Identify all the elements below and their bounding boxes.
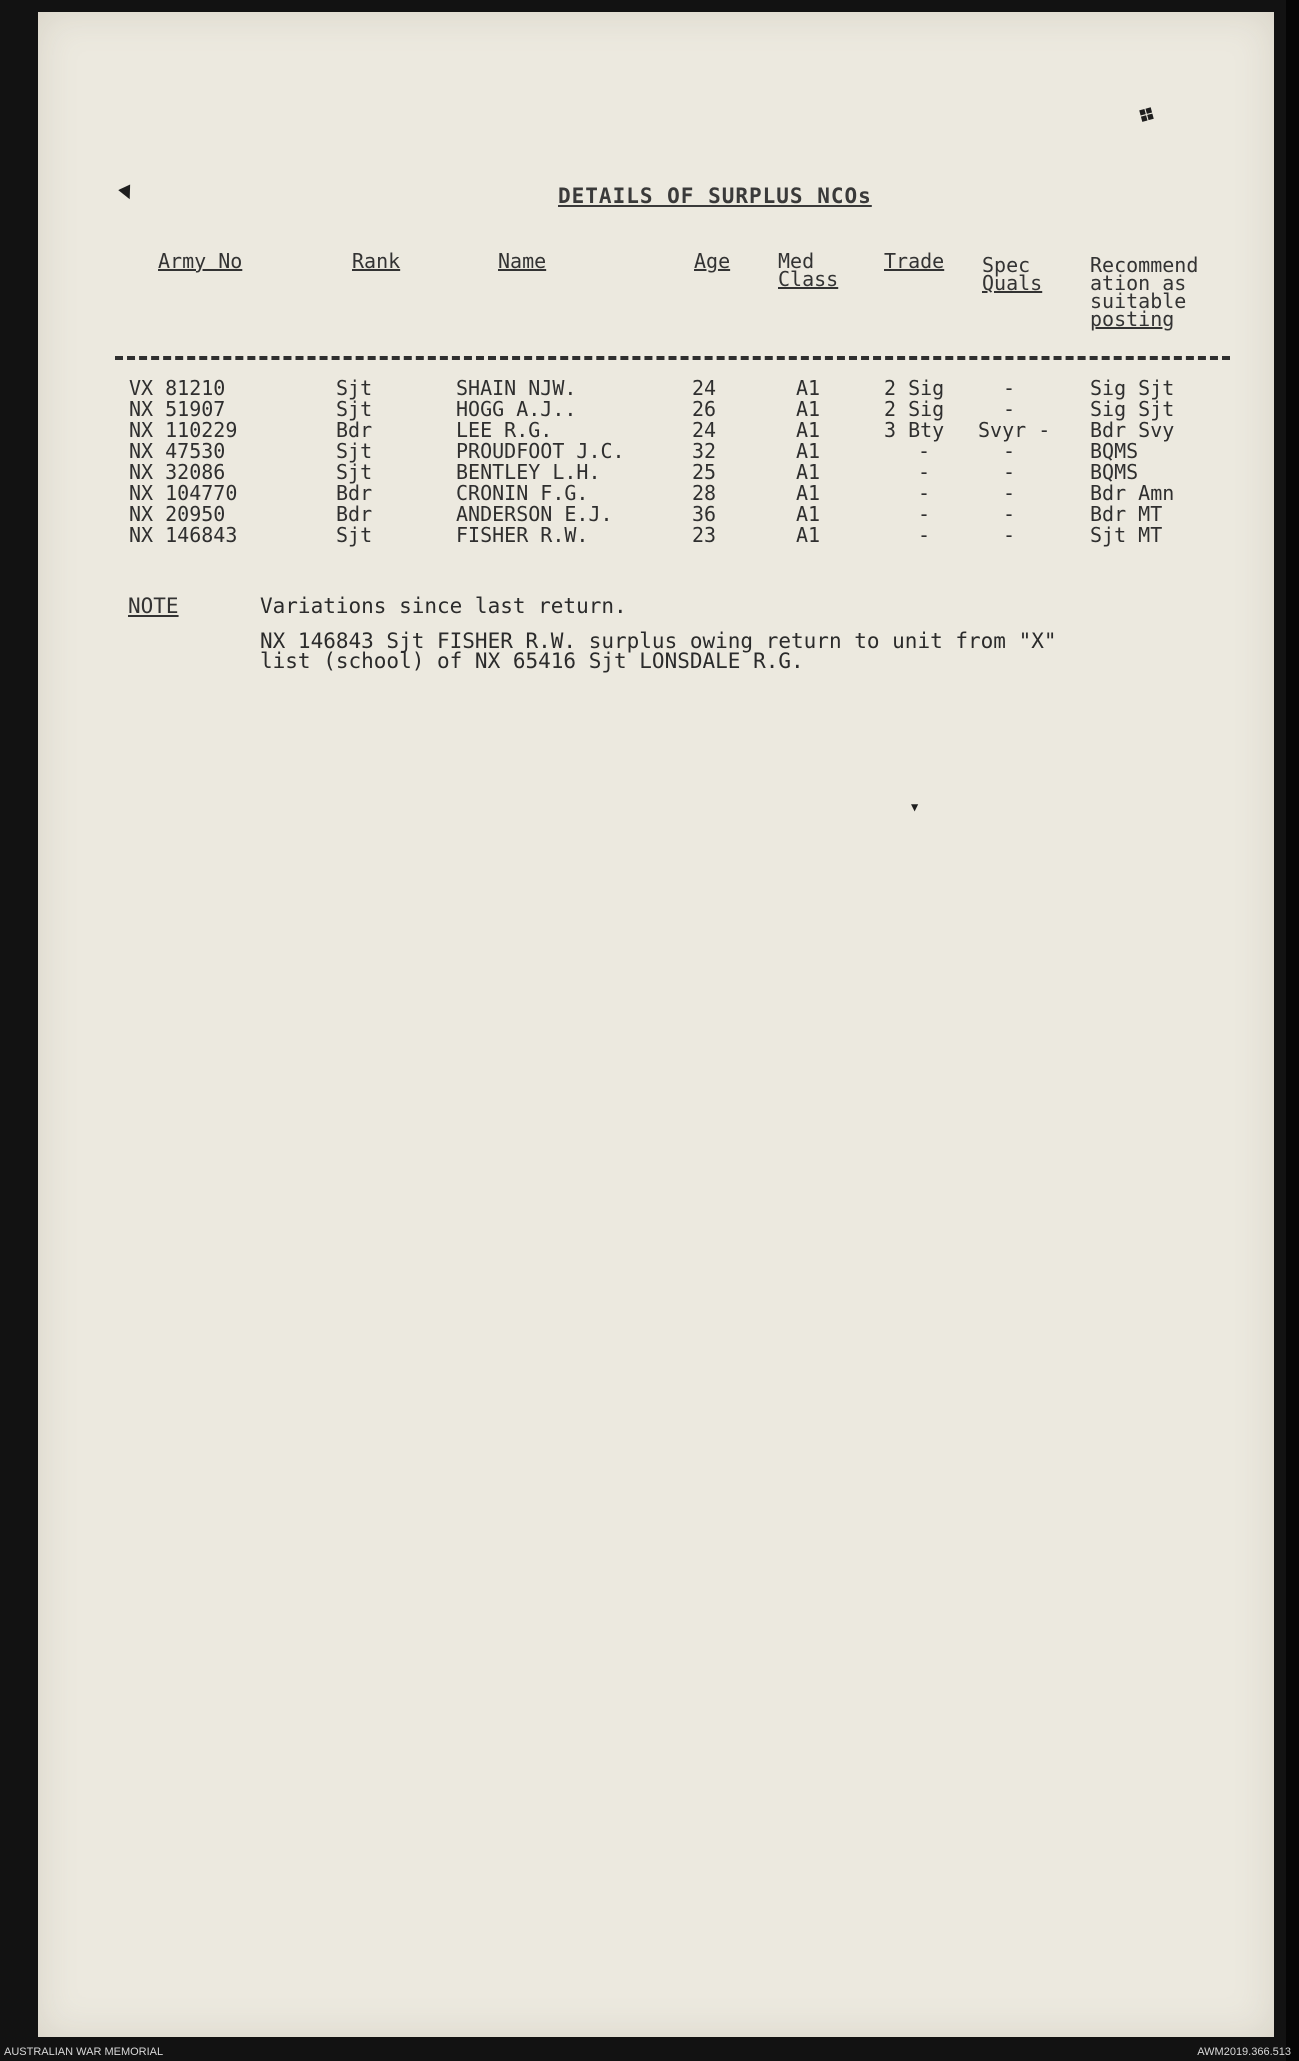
cell-trade: -: [918, 481, 931, 505]
note-heading: Variations since last return.: [260, 594, 627, 618]
cell-name: PROUDFOOT J.C.: [456, 439, 625, 463]
cell-name: LEE R.G.: [456, 418, 553, 442]
cell-age: 36: [692, 502, 717, 526]
cell-trade: 2 Sig: [884, 397, 945, 421]
cell-trade: 2 Sig: [884, 376, 945, 400]
footer-institution: AUSTRALIAN WAR MEMORIAL: [4, 2046, 164, 2058]
cell-spec: -: [1003, 460, 1016, 484]
cell-med: A1: [796, 418, 821, 442]
cell-rec: Sig Sjt: [1090, 376, 1175, 400]
header-med-class: Med Class: [778, 249, 839, 291]
cell-trade: -: [918, 460, 931, 484]
note-text-line-2: list (school) of NX 65416 Sjt LONSDALE R.G.: [260, 649, 804, 673]
scanner-frame-edge: [1286, 0, 1299, 2061]
cell-age: 24: [692, 418, 717, 442]
cell-trade: -: [918, 523, 931, 547]
cell-trade: -: [918, 439, 931, 463]
cell-age: 32: [692, 439, 717, 463]
header-rank: Rank: [352, 249, 401, 273]
cell-med: A1: [796, 376, 821, 400]
note-text-line-1: NX 146843 Sjt FISHER R.W. surplus owing return to unit from "X": [260, 629, 1057, 653]
cell-army-no: NX 146843: [129, 523, 238, 547]
cell-rank: Sjt: [336, 376, 373, 400]
cell-rank: Sjt: [336, 460, 373, 484]
cell-spec: -: [1003, 502, 1016, 526]
cell-spec: -: [1003, 439, 1016, 463]
cell-name: CRONIN F.G.: [456, 481, 589, 505]
cell-spec: -: [1003, 376, 1016, 400]
header-army-no: Army No: [158, 249, 243, 273]
cell-army-no: NX 104770: [129, 481, 238, 505]
cell-rec: Bdr MT: [1090, 502, 1163, 526]
note-label: NOTE: [128, 594, 179, 618]
header-recommendation: Recommend ation as suitable posting: [1090, 253, 1199, 331]
cell-army-no: NX 20950: [129, 502, 226, 526]
cell-med: A1: [796, 397, 821, 421]
cell-med: A1: [796, 439, 821, 463]
cell-rank: Sjt: [336, 397, 373, 421]
cell-rank: Bdr: [336, 418, 373, 442]
cell-rec: Sig Sjt: [1090, 397, 1175, 421]
header-age: Age: [694, 249, 731, 273]
ink-mark-top-right: ❖: [1130, 93, 1164, 134]
cell-age: 26: [692, 397, 717, 421]
cell-name: HOGG A.J..: [456, 397, 577, 421]
cell-army-no: NX 51907: [129, 397, 226, 421]
ink-dot-mid: ▼: [911, 800, 919, 814]
header-trade: Trade: [884, 249, 945, 273]
cell-age: 28: [692, 481, 717, 505]
header-spec-quals: Spec Quals: [982, 253, 1043, 295]
cell-spec: -: [1003, 481, 1016, 505]
header-name: Name: [498, 249, 547, 273]
cell-med: A1: [796, 460, 821, 484]
cell-name: ANDERSON E.J.: [456, 502, 613, 526]
cell-spec: Svyr -: [978, 418, 1051, 442]
header-divider: [115, 356, 1230, 360]
cell-rec: BQMS: [1090, 460, 1139, 484]
cell-rec: Sjt MT: [1090, 523, 1163, 547]
cell-spec: -: [1003, 523, 1016, 547]
cell-army-no: NX 47530: [129, 439, 226, 463]
cell-trade: 3 Bty: [884, 418, 945, 442]
cell-rank: Sjt: [336, 523, 373, 547]
cell-rank: Bdr: [336, 502, 373, 526]
cell-army-no: VX 81210: [129, 376, 226, 400]
cell-rec: Bdr Svy: [1090, 418, 1175, 442]
cell-army-no: NX 110229: [129, 418, 238, 442]
cell-name: SHAIN NJW.: [456, 376, 577, 400]
cell-name: FISHER R.W.: [456, 523, 589, 547]
cell-age: 24: [692, 376, 717, 400]
cell-rank: Bdr: [336, 481, 373, 505]
document-page: [38, 12, 1274, 2037]
cell-med: A1: [796, 523, 821, 547]
cell-army-no: NX 32086: [129, 460, 226, 484]
cell-age: 23: [692, 523, 717, 547]
cell-trade: -: [918, 502, 931, 526]
document-title: DETAILS OF SURPLUS NCOs: [558, 184, 872, 208]
ink-mark-top-left: ▼: [115, 178, 138, 207]
cell-rec: Bdr Amn: [1090, 481, 1175, 505]
footer-catalog-id: AWM2019.366.513: [1197, 2046, 1291, 2058]
cell-rank: Sjt: [336, 439, 373, 463]
cell-med: A1: [796, 481, 821, 505]
cell-age: 25: [692, 460, 717, 484]
cell-rec: BQMS: [1090, 439, 1139, 463]
cell-name: BENTLEY L.H.: [456, 460, 601, 484]
cell-med: A1: [796, 502, 821, 526]
cell-spec: -: [1003, 397, 1016, 421]
